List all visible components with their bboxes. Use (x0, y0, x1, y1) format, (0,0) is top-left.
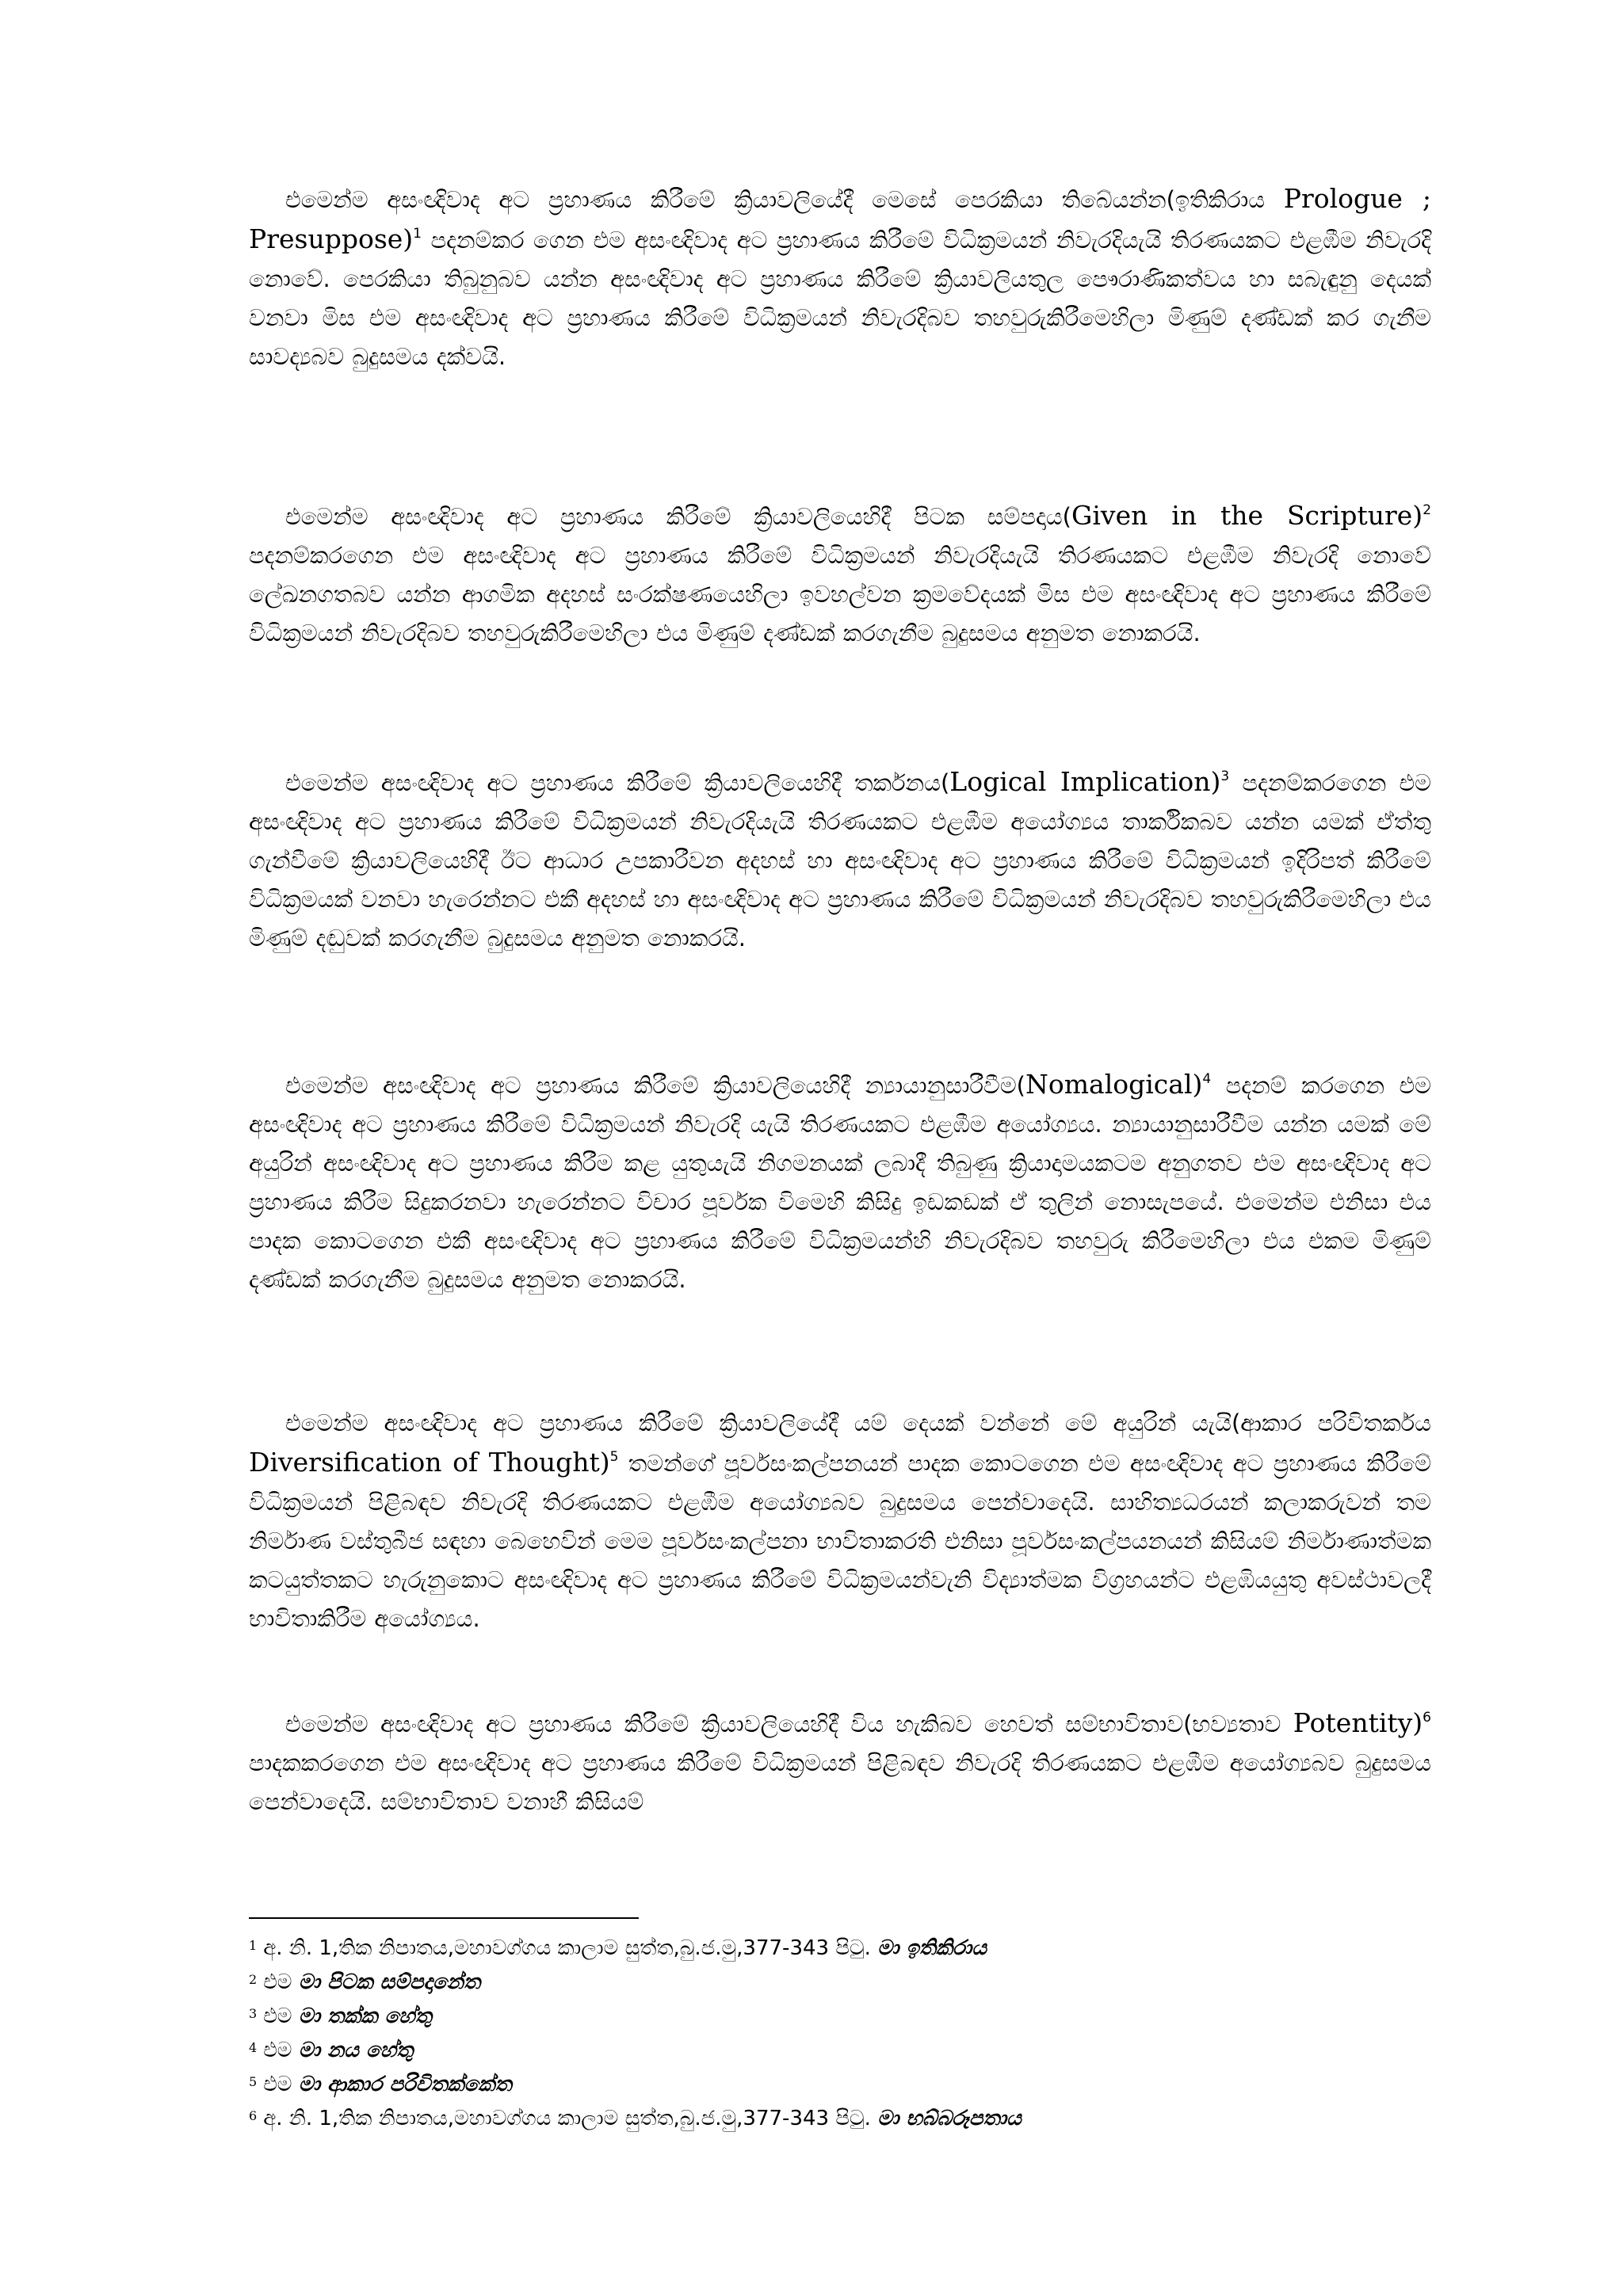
footnote-text: එම (263, 2073, 299, 2096)
footnote-2 (249, 1964, 1431, 1998)
footnote-ref-3[interactable]: 3 (1220, 769, 1230, 784)
footnote-4 (249, 2032, 1431, 2066)
footnote-text: අ. නි. 1,තික නිපාතය,මහාවග්ගය කාලාම සුත්ත,බු.ජ.මු,377-343 පිටු. (263, 1936, 878, 1960)
footnote-number: 5 (249, 2074, 258, 2089)
paragraph-text: එමෙන්ම අසංඥිවාද අට ප්‍රහාණය කිරීමේ ක්‍රියාවලියේදී මෙසේ පෙරකියා තිබේයන්න(ඉතිකිරාය (285, 186, 1284, 213)
paragraph-text: එමෙන්ම අසංඥිවාද අට ප්‍රහාණය කිරීමේ ක්‍රියාවලියෙහිදී න්‍යායානුසාරීවීම( (285, 1072, 1025, 1099)
paragraph-text: පදනම්කර ගෙන එම අසංඥිවාද අට ප්‍රහාණය කිරීමේ විධික්‍රමයන් නිවැරදියැයි තිරණයකට එළඹීම නිවැරදි නොවේ. පෙරකියා තිබුනුබව යන්න අසංඥිවාද අට ප්‍රහාණය කිරීමේ ක්‍රියාවලියතුල පෞරාණිකත්වය හා සබැඳුනු දෙයක් වනවා මිස එම අසංඥිවාද අට ප්‍රහාණය කිරීමේ විධික්‍රමයන් නිවැරදිබව තහවුරුකිරීමෙහිලා මිණුම් දණ්ඩක් කර ගැනීම සාවද්‍යබව බුදුසමය දක්වයි. (249, 227, 1431, 370)
footnote-pali-term: මා ඉතිකිරාය (877, 1936, 987, 1960)
body-paragraph-1 (249, 179, 1431, 376)
footnote-number: 3 (249, 2006, 258, 2021)
footnote-ref-1[interactable]: 1 (413, 226, 422, 242)
footnote-5 (249, 2066, 1431, 2100)
footnote-pali-term: මා භබ්බරූපතාය (877, 2107, 1022, 2130)
body-paragraph-6 (249, 1703, 1431, 1821)
footnote-pali-term: මා තක්ක හේතු (298, 2004, 432, 2028)
paragraph-text: එමෙන්ම අසංඥිවාද අට ප්‍රහාණය කිරීමේ ක්‍රියාවලියෙහිදී පිටක සම්පදාය( (285, 503, 1072, 530)
english-term: Diversification of Thought) (249, 1447, 610, 1478)
footnote-text: එම (263, 2039, 299, 2062)
footnote-separator (249, 1917, 639, 1919)
footnote-number: 1 (249, 1938, 258, 1953)
footnote-1 (249, 1930, 1431, 1964)
footnote-number: 6 (249, 2108, 258, 2123)
body-paragraph-4 (249, 1065, 1431, 1299)
english-term: Potentity) (1293, 1707, 1423, 1738)
footnote-text: අ. නි. 1,තික නිපාතය,මහාවග්ගය කාලාම සුත්ත,බු.ජ.මු,377-343 පිටු. (263, 2107, 878, 2130)
paragraph-text: එමෙන්ම අසංඥිවාද අට ප්‍රහාණය කිරීමේ ක්‍රියාවලියෙහිදී විය හැකිබව හෙවත් සම්භාවිතාව(භව්‍යතාව (285, 1711, 1293, 1737)
footnote-text: එම (263, 2004, 299, 2028)
paragraph-text: තමන්ගේ පූර්වසංකල්පනයන් පාදක කොටගෙන එම අසංඥිවාද අට ප්‍රහාණය කිරීමේ විධික්‍රමයන් පිළිබඳව නිවැරදි තිරණයකට එළඹීම අයෝග්‍යබව බුදුසමය පෙන්වාදෙයි. සාහිත්‍යධරයන් කලාකරුවන් තම නිර්මාණ වස්තුබීජ සඳහා බෙහෙවින් මෙම පූර්වසංකල්පනා භාවිතාකරති එනිසා පූර්වසංකල්පයනයන් කිසියම් නිර්මාණාත්මක කටයුත්තකට හැරුනුකොට අසංඥිවාද අට ප්‍රහාණය කිරීමේ විධික්‍රමයන්වැනි විද්‍යාත්මක විග්‍රහයන්ට එළඹියයුතු අවස්ථාවලදී භාවිතාකිරීම අයෝග්‍යය. (249, 1450, 1431, 1632)
english-term: Given in the Scripture) (1071, 500, 1423, 531)
body-paragraph-2 (249, 496, 1431, 653)
english-term: Nomalogical) (1025, 1069, 1203, 1100)
footnote-ref-5[interactable]: 5 (609, 1449, 619, 1465)
footnotes-list (249, 1930, 1431, 2134)
body-paragraph-5 (249, 1404, 1431, 1638)
paragraph-text: එමෙන්ම අසංඥිවාද අට ප්‍රහාණය කිරීමේ ක්‍රියාවලියේදී යම් දෙයක් වන්නේ මේ අයුරින් යැයි(ආකාර පරිවිතර්කය (285, 1409, 1431, 1436)
body-paragraph-3 (249, 762, 1431, 958)
footnote-ref-2[interactable]: 2 (1423, 502, 1432, 518)
footnote-pali-term: මා පිටක සම්පදානේත (298, 1970, 480, 1994)
footnote-number: 2 (249, 1972, 258, 1987)
footnote-pali-term: මා ආකාර පරිවිතක්කේත (298, 2073, 512, 2096)
english-term: Logical Implication) (949, 766, 1221, 797)
footnote-3 (249, 1998, 1431, 2032)
footnote-number: 4 (249, 2040, 258, 2055)
paragraph-text: එමෙන්ම අසංඥිවාද අට ප්‍රහාණය කිරීමේ ක්‍රියාවලියෙහිදී තර්කනය( (285, 769, 950, 796)
paragraph-text: පදනම් කරගෙන එම අසංඥිවාද අට ප්‍රහාණය කිරීමේ විධික්‍රමයන් නිවැරදි යැයි තිරණයකට එළඹීම අයෝග්‍යය. න්‍යායානුසාරීවීම යන්න යමක් මේ අයුරින් අසංඥිවාද අට ප්‍රහාණය කිරීම කළ යුතුයැයි නිගමනයක් ලබාදී තිබුණු ක්‍රියාදාමයකටම අනුගතව එම අසංඥිවාද අට ප්‍රහාණය කිරීම සිදුකරනවා හැරෙන්නට විචාර පූර්වක විමෙහි කිසිදු ඉඩකඩක් ඒ තුලින් නොසැපයේ. එමෙන්ම එනිසා එය පාදක කොටගෙන එකී අසංඥිවාද අට ප්‍රහාණය කිරීමේ විධික්‍රමයන්හි නිවැරදිබව තහවුරු කිරීමෙහිලා එය එකම මිණුම් දණ්ඩක් කරගැනීම බුදුසමය අනුමත නොකරයි. (249, 1072, 1431, 1293)
footnote-ref-6[interactable]: 6 (1423, 1710, 1431, 1726)
english-term: Prologue ; Presuppose) (249, 183, 1431, 254)
paragraph-text: පාදකකරගෙන එම අසංඥිවාද අට ප්‍රහාණය කිරීමේ විධික්‍රමයන් පිළිබඳව නිවැරදි තිරණයකට එළඹීම අයෝග්‍යබව බුදුසමය පෙන්වාදෙයි. සම්භාවිතාව වනාහී කිසියම් (249, 1749, 1431, 1815)
footnote-ref-4[interactable]: 4 (1202, 1071, 1212, 1087)
footnote-pali-term: මා නය හේතු (298, 2039, 414, 2062)
paragraph-text: පදනම්කරගෙන එම අසංඥිවාද අට ප්‍රහාණය කිරීමේ විධික්‍රමයන් නිවැරදියැයි තිරණයකට එළඹීම නිවැරදි නොවේ ලේඛනගතබව යන්න ආගමික අදහස් සංරක්ෂණයෙහිලා ඉවහල්වන ක්‍රමවේදයක් මිස එම අසංඥිවාද අට ප්‍රහාණය කිරීමේ විධික්‍රමයන් නිවැරදිබව තහවුරුකිරීමෙහිලා එය මිණුම් දණ්ඩක් කරගැනීම බුදුසමය අනුමත නොකරයි. (249, 542, 1431, 646)
footnote-6 (249, 2100, 1431, 2134)
footnote-text: එම (263, 1970, 299, 1994)
paragraph-text: පදනම්කරගෙන එම අසංඥිවාද අට ප්‍රහාණය කිරීමේ විධික්‍රමයන් නිවැරදියැයි තිරණයකට එළඹීම අයෝග්‍යය තාර්කිකබව යන්න යමක් ඒත්තු ගැන්වීමේ ක්‍රියාවලියෙහිදී ඊට ආධාර උපකාරීවන අදහස් හා අසංඥිවාද අට ප්‍රහාණය කිරීමේ විධික්‍රමයන් ඉදිරිපත් කිරීමේ විධික්‍රමයක් වනවා හැරෙන්නට එකී අදහස් හා අසංඥිවාද අට ප්‍රහාණය කිරීමේ විධික්‍රමයන් නිවැරදිබව තහවුරුකිරීමෙහිලා එය මිණුම් දඬුවක් කරගැනීම බුදුසමය අනුමත නොකරයි. (249, 769, 1431, 952)
